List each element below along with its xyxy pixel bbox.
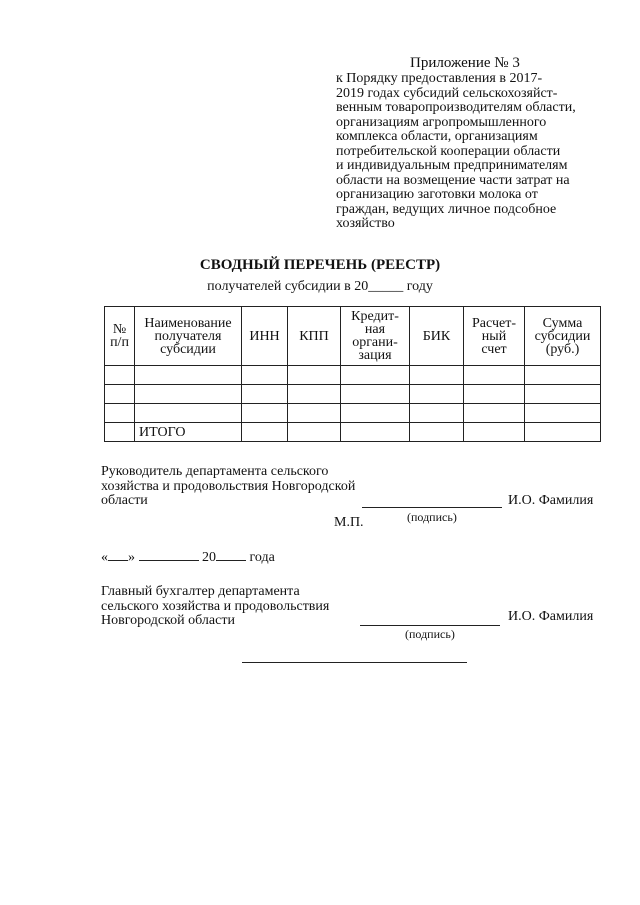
head-name: И.О. Фамилия [508, 493, 594, 508]
header-credit-organization: Кредит- ная органи- зация [341, 307, 410, 366]
table-header-row [105, 307, 601, 366]
appendix-line: комплекса области, организациям [336, 129, 538, 144]
header-subsidy-amount: Сумма субсидии (руб.) [525, 307, 601, 366]
appendix-line: граждан, ведущих личное подсобное [336, 201, 557, 217]
appendix-line: потребительской кооперации области [336, 143, 561, 159]
document-subtitle: получателей субсидии в 20_____ году [207, 279, 433, 294]
accountant-position: Главный бухгалтер департамента сельского хозяйства и продовольствия Новгородской области [101, 584, 330, 628]
appendix-line: организациям агропромышленного [336, 114, 547, 130]
header-recipient-name: Наименование получателя субсидии [135, 307, 242, 366]
table-row [105, 366, 601, 385]
closing-divider [242, 662, 467, 663]
table-total-row [105, 423, 601, 442]
head-signature-line[interactable] [362, 507, 502, 508]
appendix-line: и индивидуальным предпринимателям [336, 158, 568, 173]
header-bik: БИК [410, 307, 464, 366]
appendix-line: хозяйство [336, 216, 395, 231]
document-title: СВОДНЫЙ ПЕРЕЧЕНЬ (РЕЕСТР) [199, 257, 441, 273]
stamp-note: М.П. [334, 515, 364, 530]
year-blank[interactable] [216, 546, 246, 561]
appendix-line: организацию заготовки молока от [336, 187, 538, 202]
accountant-signature-note: (подпись) [405, 627, 455, 641]
appendix-line: 2019 годах субсидий сельскохозяйст- [336, 85, 558, 101]
head-signature-note: (подпись) [407, 510, 457, 524]
header-inn: ИНН [242, 307, 288, 366]
day-blank[interactable] [108, 546, 128, 561]
header-kpp: КПП [288, 307, 341, 366]
accountant-name: И.О. Фамилия [508, 609, 594, 624]
head-position: Руководитель департамента сельского хозяйства и продовольствия Новгородской области [101, 464, 356, 508]
header-number: № п/п [105, 307, 135, 366]
appendix-line: венным товаропроизводителям области, [336, 100, 576, 115]
registry-table [104, 306, 601, 442]
appendix-line: к Порядку предоставления в 2017- [336, 71, 543, 86]
table-row [105, 385, 601, 404]
month-blank[interactable] [139, 546, 199, 561]
table-row [105, 404, 601, 423]
accountant-signature-line[interactable] [360, 625, 500, 626]
date-line: « » 20 года [101, 546, 275, 566]
appendix-line: области на возмещение части затрат на [336, 172, 570, 188]
appendix-description [336, 72, 616, 232]
header-account: Расчет- ный счет [464, 307, 525, 366]
total-label: ИТОГО [135, 423, 242, 442]
appendix-title: Приложение № 3 [410, 55, 520, 71]
